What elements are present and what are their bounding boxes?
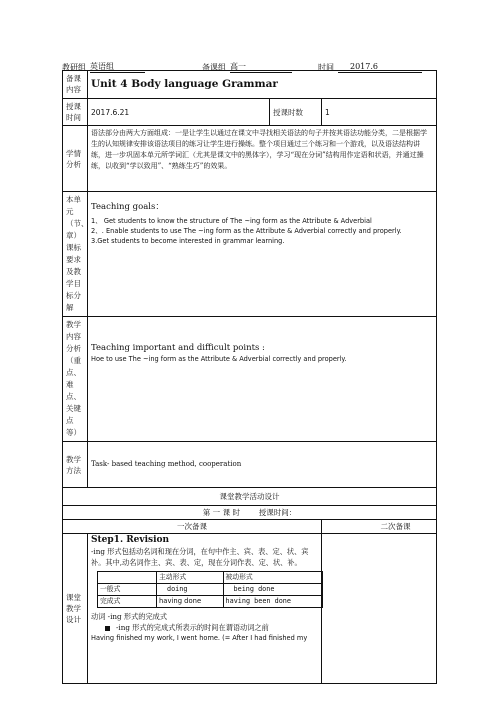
inner-row-simple: 一般式 (98, 584, 157, 596)
inner-header-passive: 被动形式 (223, 572, 322, 584)
goal-1: 1、 Get students to know the structure of The ~ing form as the Attribute & Adverbial (91, 217, 372, 225)
inner-simple-passive: being done (223, 584, 322, 596)
unit-label: 备课内容 (63, 71, 88, 99)
inner-simple-active: doing (157, 584, 224, 596)
goal-3: 3.Get students to become interested in grammar learning. (91, 237, 285, 245)
key-points-text: Hoe to use The ~ing form as the Attribute & Adverbial correctly and properly. (91, 355, 347, 363)
unit-title: Unit 4 Body language Grammar (91, 78, 278, 90)
step1-title: Step1. Revision (91, 535, 170, 545)
inner-perfect-passive: having been done (223, 596, 322, 608)
hours-label: 授课时数 (270, 99, 322, 126)
goals-title: Teaching goals： (91, 202, 164, 212)
perfect-bullet-line (91, 622, 318, 633)
time-label: 时间 (318, 63, 334, 72)
group-value: 英语组 (90, 62, 145, 73)
lesson-number: 第 一 课 时 (202, 508, 240, 517)
hours-value: 1 (322, 99, 437, 126)
lesson-plan-table (62, 70, 437, 684)
bullet-square-icon (105, 626, 110, 631)
perfect-bullet: -ing 形式的完成式所表示的时间在谓语动词之前 (116, 623, 269, 632)
example-sentence: Having finished my work, I went home. (= After I had finished my (91, 634, 308, 642)
perfect-title: 动词 -ing 形式的完成式 (91, 612, 168, 621)
group-label: 教研组 (62, 63, 86, 72)
lesson-line (63, 506, 437, 520)
time-value: 2017.6 (338, 62, 422, 73)
goals-label: 本单元（节、章）课标要求及教学目标分解 (63, 192, 88, 317)
prep-label: 备课组 (202, 63, 226, 72)
design-label: 课堂教学设计 (63, 534, 88, 684)
key-points-label: 教学内容分析（重点、难点、关键点等） (63, 317, 88, 442)
inner-perfect-active: having done (157, 596, 224, 608)
date-label: 授课时间 (63, 99, 88, 126)
analysis-text: 语法部分由两大方面组成：一是让学生以通过在课文中寻找相关语法的句子并按其语法功能分类，二是根据学生的认知规律安排该语法项目的练习让学生进行操练。整个项目通过三个练习和一个游戏，以及语法结构讲练，进一步巩固本单元所学词汇（尤其是课文中的黑体字），学习“现在分词”结构用作定语和状语，并通过操练，以收到“学以致用”、“熟练生巧”的效果。 (88, 126, 437, 192)
method-text: Task- based teaching method, cooperation (88, 442, 437, 488)
prep-value: 高一 (230, 62, 292, 73)
lesson-time: 授课时间： (258, 508, 297, 517)
analysis-label: 学情分析 (63, 126, 88, 192)
key-points-title: Teaching important and difficult points : (91, 343, 265, 353)
activity-title: 课堂教学活动设计 (63, 488, 437, 506)
inner-header-active: 主动形式 (157, 572, 224, 584)
inner-row-perfect: 完成式 (98, 596, 157, 608)
second-prep-header: 二次备课 (322, 520, 437, 534)
method-label: 教学方法 (63, 442, 88, 488)
second-prep-cell (322, 534, 437, 684)
ing-form-table (97, 571, 323, 608)
revision-text: -ing 形式包括动名词和现在分词，在句中作主、宾、表、定、状、宾补。其中,动名词作主、宾、表、定，现在分词作表、定、状、补。 (91, 547, 309, 567)
date-value: 2017.6.21 (88, 99, 270, 126)
first-prep-header: 一次备课 (63, 520, 322, 534)
goal-2: 2、. Enable students to use The ~ing form as the Attribute & Adverbial correctly and properly. (91, 227, 402, 235)
